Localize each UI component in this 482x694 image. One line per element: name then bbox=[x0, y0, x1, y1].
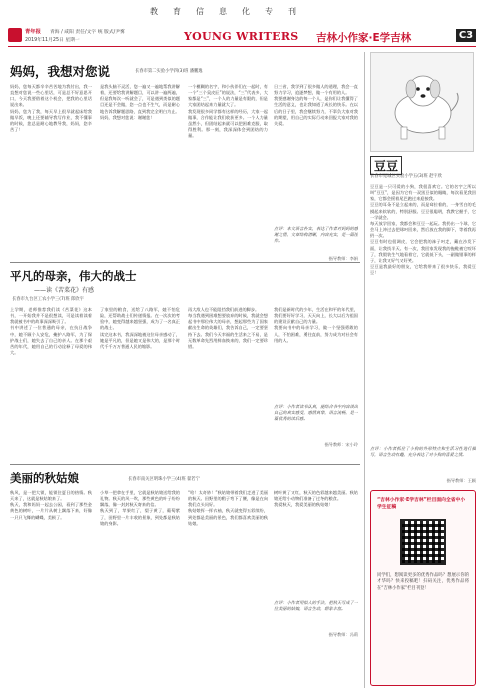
paper-meta: 青海 / 咸阳 责任/文字 统 版式/尹雾 bbox=[50, 30, 125, 35]
article-teacher-autumn: 指导教师：冯莉 bbox=[328, 632, 358, 637]
article-note-bean: 点评：小作者抓住了小狗的外形特点和生活习性进行描写，语言生动有趣，充分表达了对小狗的喜爱之情。 bbox=[370, 446, 476, 458]
dog-illustration bbox=[370, 52, 474, 152]
article-title-great: 平凡的母亲，伟大的战士 bbox=[10, 269, 137, 283]
article-body-mom-col4: 日三省，我学到了很多做人的道理，我会一直努力学习，追逐梦想，做一个有用的人。 我要感谢身边的每一个人，是你们让我懂得了生活的意义，也让我知道了成长的快乐。在以后的日子里，我会继续努力，不辜负大家对我的期望，用自己的实际行动来回报大家对我的关爱。 bbox=[274, 84, 358, 126]
article-note-mom: 点评：本文语言朴实，表达了作者对妈妈的感谢之情，文章结构清晰，内容充实，是一篇佳作。 bbox=[274, 226, 358, 244]
article-byline-bean: 长春市宽城区实验小学五(3)班 赵宇欣 bbox=[370, 174, 442, 179]
article-byline-mom: 长春市第二实验小学四(3)班 潘鹏逸 bbox=[135, 69, 203, 74]
paper-logo-icon bbox=[8, 28, 22, 42]
page-code: C3 bbox=[456, 29, 476, 42]
promo-box bbox=[370, 490, 476, 686]
article-byline-autumn: 长春市南关区明珠小学三(4)班 翟若宁 bbox=[128, 477, 200, 482]
paper-name: 青年报 bbox=[25, 29, 41, 35]
promo-body: 同学们，想阅读更多的优秀作品吗？想展示你的才华吗？快来投稿吧！扫码关注，优秀作品将在“吉林小作家”栏目刊登！ bbox=[377, 573, 469, 591]
article-body-autumn-col3: “哈！太奇妙！”秋姑娘带着我们走进了美丽的秋天。田野里的稻子弯下了腰，像是在向我们点头问好。 秋姑娘挥一挥衣袖，秋天就变得五彩缤纷，到处都是美丽的景色，我们都喜欢美丽的秋姑娘。 bbox=[188, 490, 268, 526]
qr-code-icon[interactable] bbox=[400, 519, 446, 565]
article-note-autumn: 点评：小作者用拟人的手法，把秋天写成了一位美丽的姑娘，语言生动，想象丰富。 bbox=[274, 600, 358, 612]
article-title-bean: 豆豆 bbox=[370, 156, 402, 175]
article-body-great-col2: 了家里的粮食，送给了八路军，她不怕危险，还帮助战士们传递情报。在一次次的考验中，她变得越来越坚强，成为了一名真正的战士。 读完这本书，我深深地被这位母亲感动了，她是平凡的，但是她又是伟大的，是那个时代千千万万普通人民的缩影。 bbox=[100, 307, 180, 349]
article-body-autumn-col1: 秋风，是一把大锁，能锁住夏日的热情。秋天来了，这就是秋姑娘来了。 秋天，我和妈妈一起去公园，看到了那些金黄色的树叶，一片片从树上飘落下来，好像一只只飞舞的蝴蝶，美极了。 bbox=[10, 490, 92, 520]
issue-date: 2019年11月25日 星期一 bbox=[25, 38, 80, 43]
column-separator bbox=[364, 52, 365, 688]
article-title-autumn: 美丽的秋姑娘 bbox=[10, 471, 79, 485]
article-teacher-mom: 指导教师：李娟 bbox=[328, 256, 358, 261]
article-subtitle-great: ——读《苦菜花》有感 bbox=[34, 287, 95, 294]
article-title-mom: 妈妈，我想对您说 bbox=[10, 64, 111, 79]
article-body-bean: 豆豆是一只可爱的小狗，我很喜欢它。它的名字之所以叫“豆豆”，是因为它有一双黑豆似的眼睛，每次看见我回家，它都会摇着尾巴跑过来迎接我。 豆豆的耳朵不是立起来的，而是耷拉着的，一身雪白的毛摸起来软软的，特别舒服。豆豆很聪明，我教它握手，它一学就会。 每天放学回家，我都会和豆豆一起玩。我扔出一个球，它会马上冲过去把球叼回来，然后放在我的脚下，等着我再扔一次。 豆豆有时也很调皮，它会把我的袜子叼走，藏在沙发下面，让我找半天。有一次，我回家发现我的拖鞋被它咬坏了，我假装生气地看着它，它就低下头，一副做错事的样子，让我又好气又好笑。 豆豆是我最好的朋友，它给我带来了很多快乐，我爱豆豆！ bbox=[370, 184, 476, 276]
column-title: 吉林小作家·E学吉林 bbox=[316, 32, 412, 44]
article-body-great-col4: 我们是新时代的少年，生活在和平的年代里，我们要好好学习，天天向上，长大以后为祖国的建设贡献自己的力量。 我要向书中的母亲学习，做一个坚强勇敢的人，不怕困难，勇往直前，努力成为对社会有用的人。 bbox=[274, 307, 358, 343]
article-note-great: 点评：小作者读书认真，能结合书中内容谈出自己的真实感受，感情真挚，语言流畅，是一篇优秀的读后感。 bbox=[274, 404, 358, 422]
english-title: YOUNG WRITERS bbox=[184, 30, 299, 43]
section-banner: 教育信息化专刊 bbox=[150, 7, 311, 16]
article-body-great-col1: 上学期，老师推荐我们读《苦菜花》这本书，一开始我并不是很想读，可是读着读着我就被书中的故事深深吸引了。 书中讲述了一位普通的母亲，在抗日战争中，她不顾个人安危，掩护八路军，为了保护战士们，她失去了自己的亲人。在那个艰苦的年代，她用自己的行动诠释了母爱的伟大。 bbox=[10, 307, 92, 356]
article-teacher-great: 指导教师：宋小玲 bbox=[324, 442, 358, 447]
article-teacher-bean: 指导教师：王颖 bbox=[446, 478, 476, 483]
article-body-great-col3: 再大敌人也不能阻挡我们前进的脚步。 每当我遇到困难想要放弃的时候，我就会想起书中那位伟大的母亲，想起那些为了国家献出生命的英雄们，我告诉自己，一定要坚持下去。我们今天幸福的生活来之不易，是无数革命先烈用鲜血换来的，我们一定要珍惜。 bbox=[188, 307, 268, 349]
article-byline-great: 长春市九台区工农小学三(7)班 郎欣宇 bbox=[12, 297, 84, 302]
article-body-mom-col3: 一个模糊的名字，和小伙伴们在一起时，有一个“三个臭皮匠”的说法，“三”代表多，大家都是“三”，一个人的力量是有限的，但是大家团结起来力量就大了。 我发现很多同学都有这样的经历，大家一起做事，合作能让我们收获更多。一个人力量虽然小，但团结起来就可以把困难克服，取得胜利。那一刻，我深深体会到团结的力量。 bbox=[188, 84, 268, 139]
article-body-mom-col2: 是我头脑不灵活，您一遍又一遍地帮我讲解着，还要给我讲解题目，可以讲一遍两遍，但是我每次一听就会了，可是遇到类似的题目还是不会做，您一点也不生气，而是耐心地告诉我解题思路，直到我完全明白为止。 妈妈，我想对您说：谢谢您！ bbox=[100, 84, 180, 120]
divider bbox=[10, 464, 360, 465]
header-rule bbox=[8, 46, 476, 47]
article-body-autumn-col2: 小草一把拿在手里，它就是秋姑娘送给我的礼物。秋天的风一吹，那些黄色的叶子纷纷飘落，像一封封秋天寄来的信。 秋天到了，苹果红了，梨子黄了，葡萄紫了，田野里一片丰收的景象，到处都是秋姑娘的身影。 bbox=[100, 490, 180, 526]
divider bbox=[10, 262, 360, 263]
article-body-autumn-col4: 树叶黄了又红，秋天的色彩越来越美丽。秋姑娘还给小动物们准备了过冬的粮食。 我爱秋天，我爱美丽的秋姑娘！ bbox=[274, 490, 358, 508]
promo-lead: “吉林小作家·E学吉林”栏目面向全省中小学生征稿 bbox=[377, 498, 466, 510]
article-body-mom-col1: 妈妈，您每天都辛辛苦苦地为我付出，我一直想对您说一些心里话，可是总不好意思开口，今天我要借着这个机会，把我的心里话说出来。 妈妈，您为了我，每天早上很早就起床给我做早饭，晚上还要辅导我写作业，我不懂事的时候，您总是耐心地教导我，妈妈，您辛苦了！ bbox=[10, 84, 92, 133]
